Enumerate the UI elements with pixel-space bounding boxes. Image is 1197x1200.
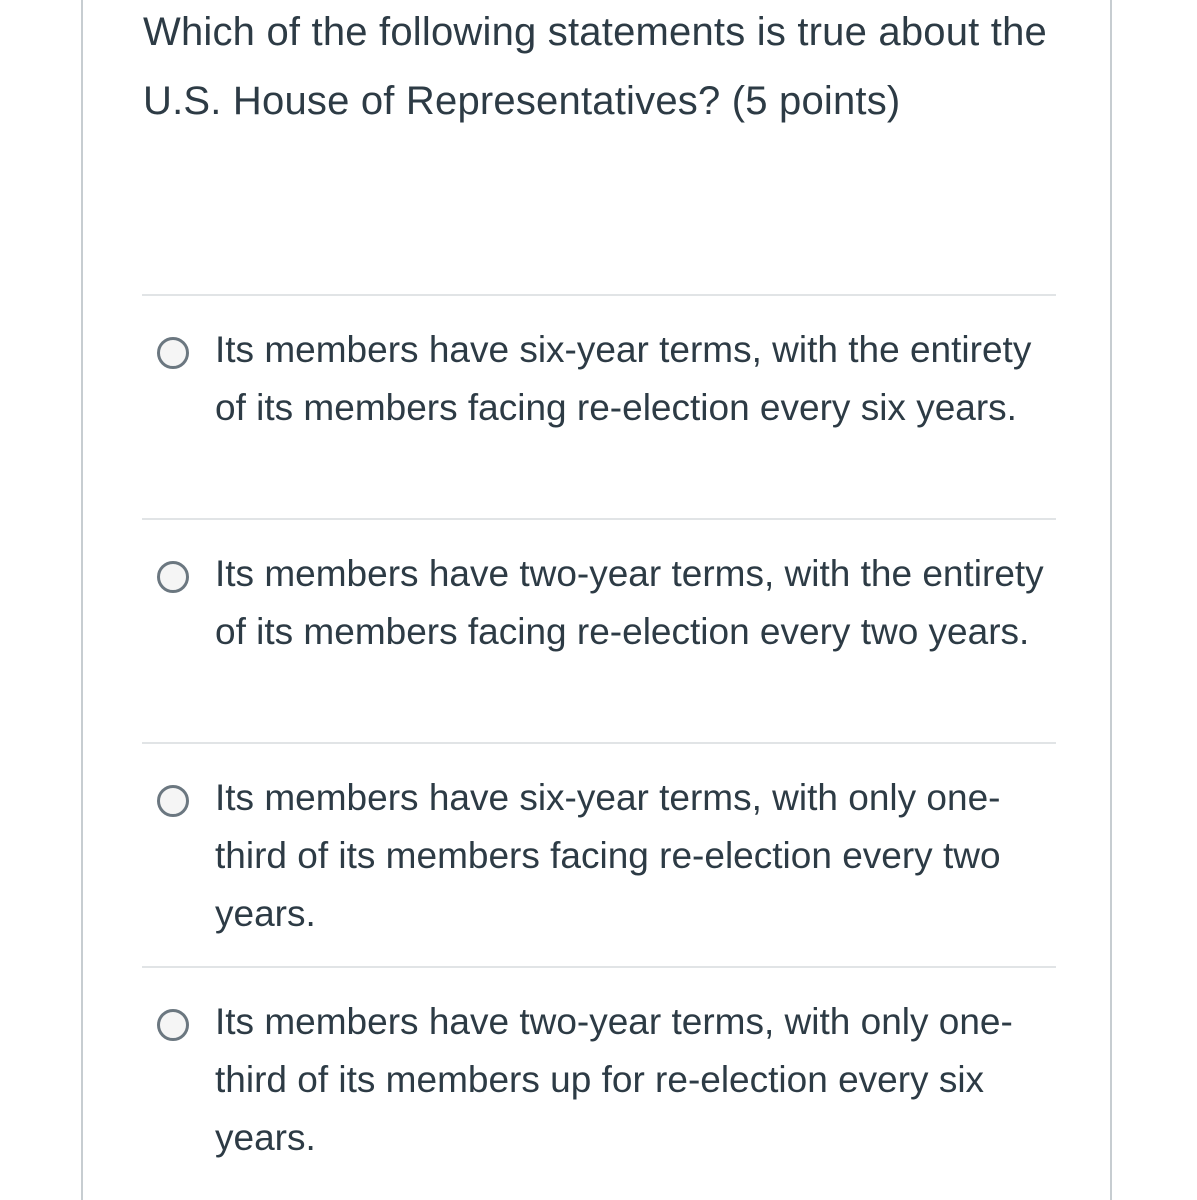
answer-label: Its members have six-year terms, with only one-third of its members facing re-election every two years. bbox=[215, 777, 1001, 934]
radio-button-icon[interactable] bbox=[157, 337, 189, 369]
quiz-question-card bbox=[81, 0, 1112, 1200]
radio-button-icon[interactable] bbox=[157, 561, 189, 593]
question-text: Which of the following statements is true about the U.S. House of Representatives? (5 points) bbox=[143, 10, 1048, 123]
answer-option-3[interactable] bbox=[142, 742, 1056, 966]
radio-button-icon[interactable] bbox=[157, 785, 189, 817]
answer-label: Its members have two-year terms, with the entirety of its members facing re-election every two years. bbox=[215, 553, 1044, 652]
answer-list bbox=[142, 294, 1056, 1190]
answer-label: Its members have six-year terms, with the entirety of its members facing re-election every six years. bbox=[215, 329, 1032, 428]
answer-option-2[interactable] bbox=[142, 518, 1056, 742]
radio-button-icon[interactable] bbox=[157, 1009, 189, 1041]
answer-option-4[interactable] bbox=[142, 966, 1056, 1190]
answer-label: Its members have two-year terms, with only one-third of its members up for re-election every six years. bbox=[215, 1001, 1013, 1158]
answer-option-1[interactable] bbox=[142, 294, 1056, 518]
